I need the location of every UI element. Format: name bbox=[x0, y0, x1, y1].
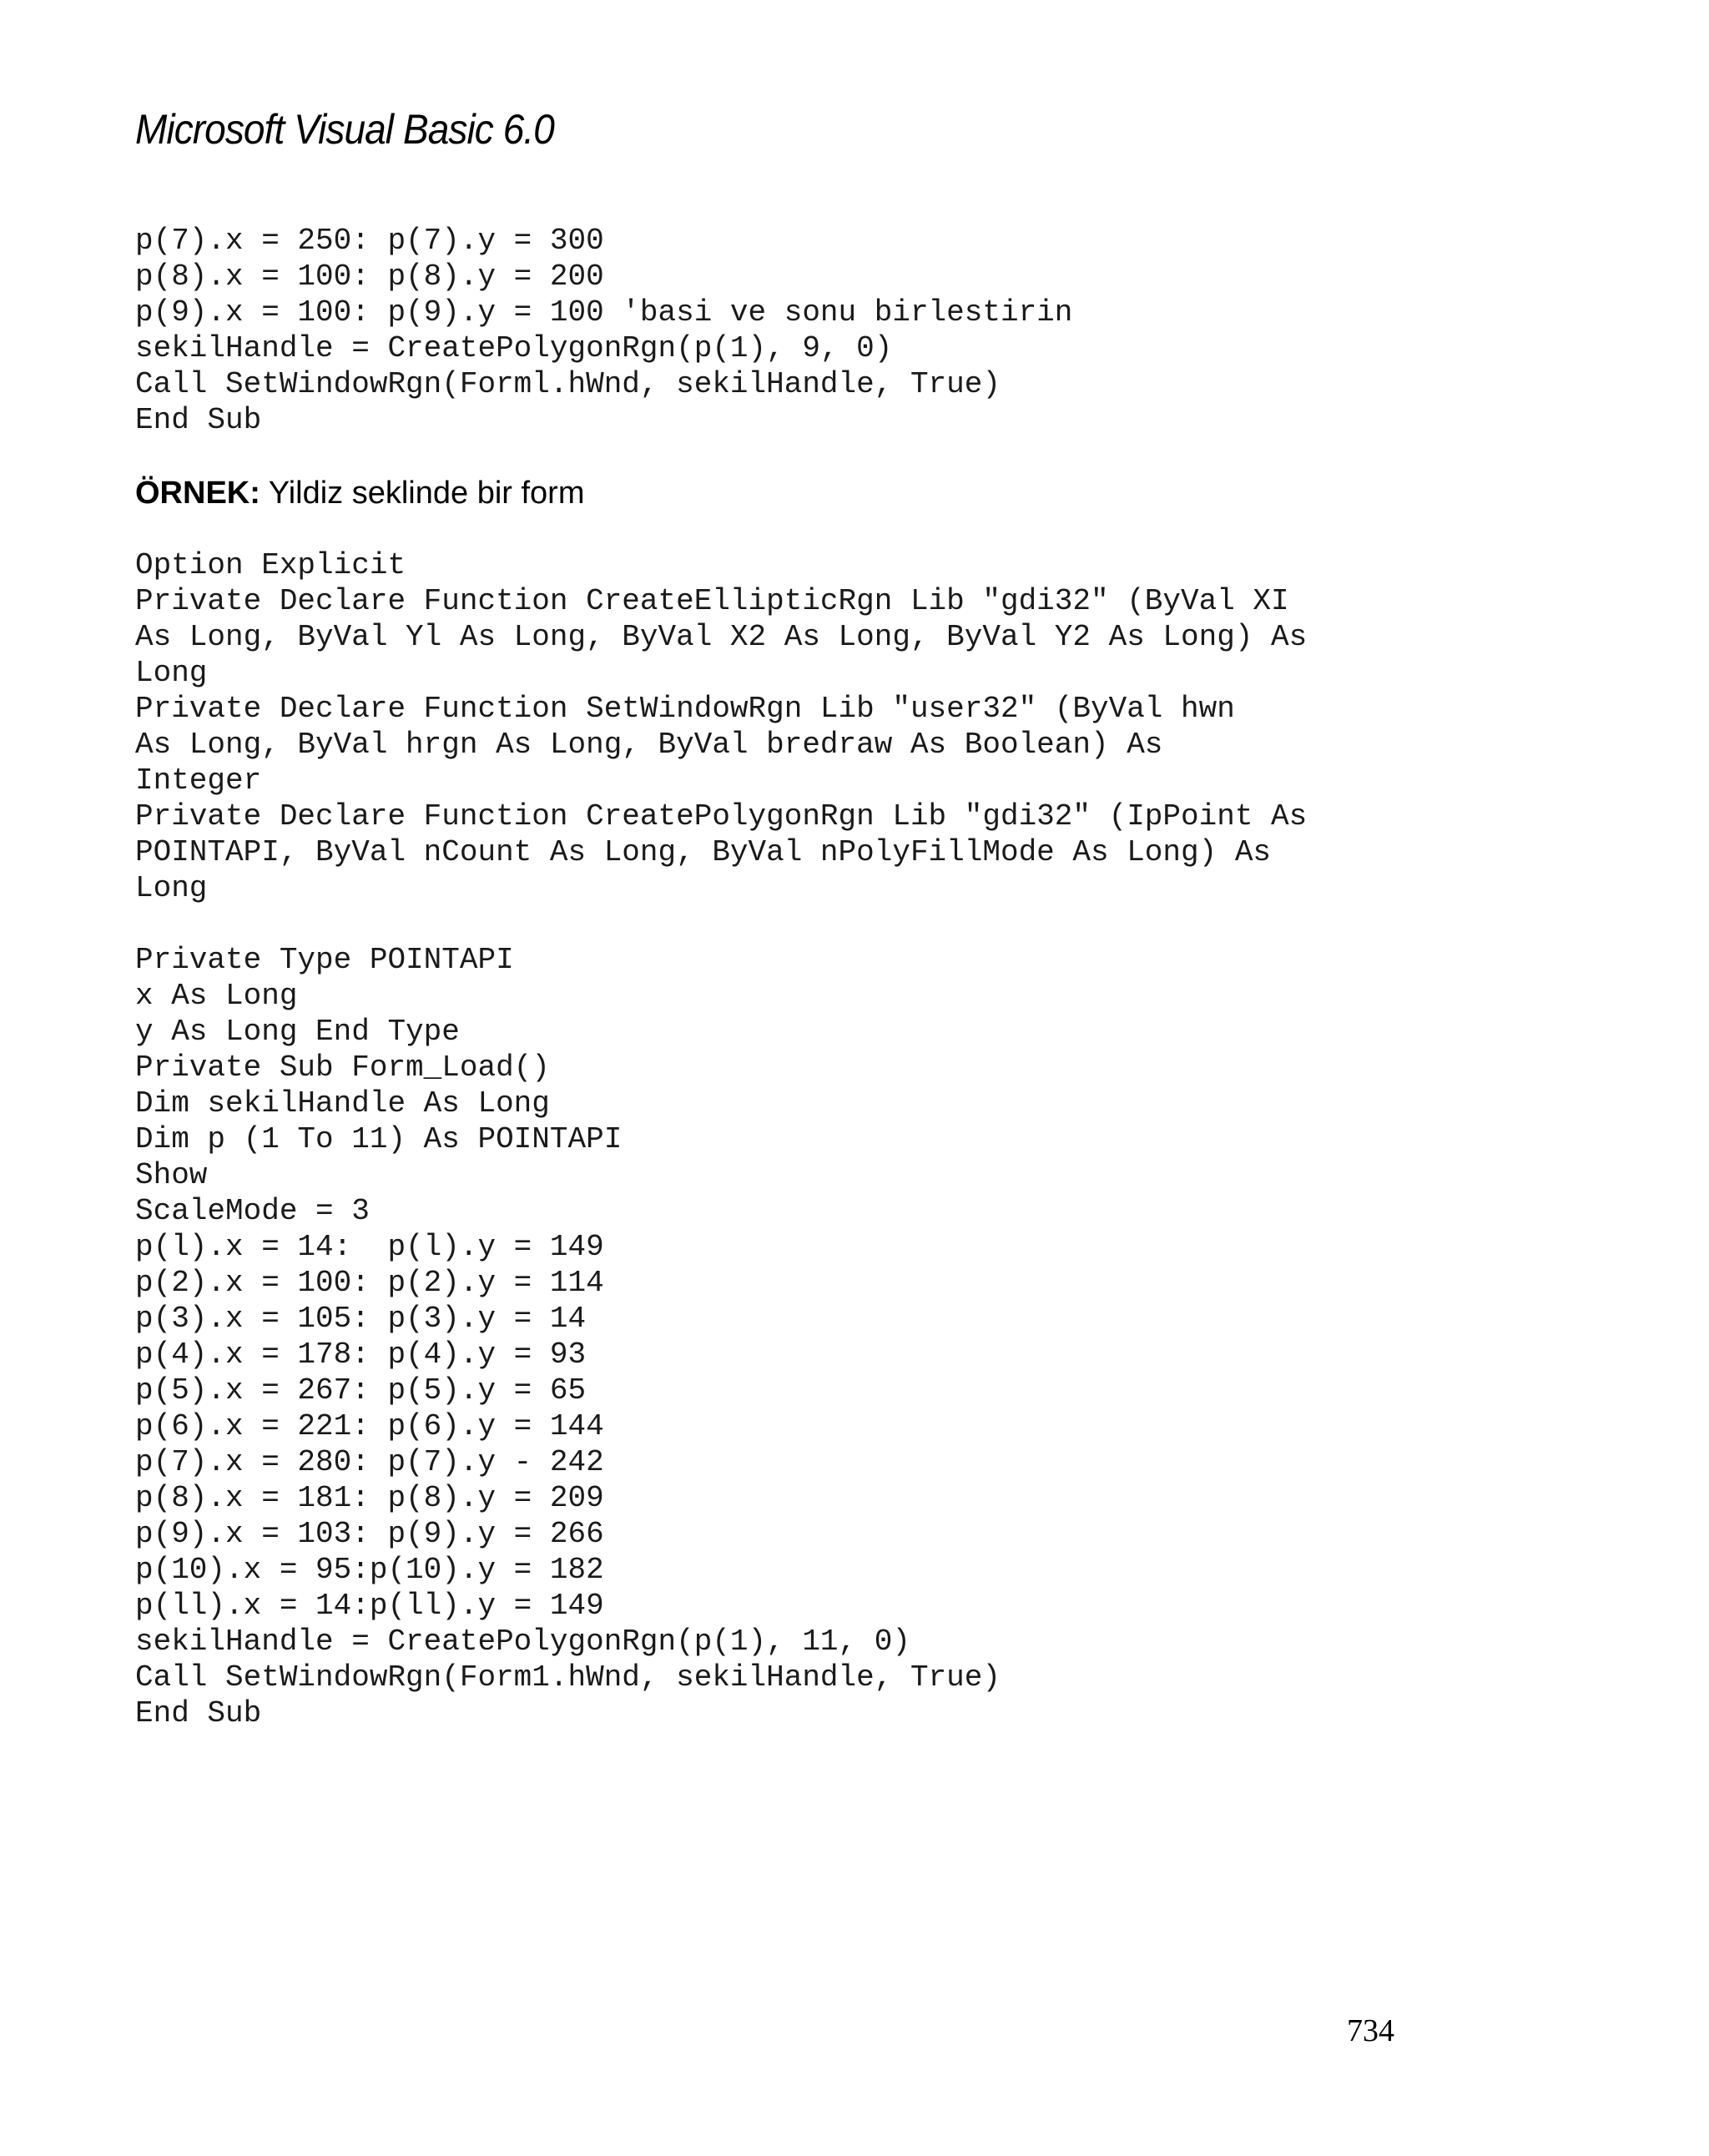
code-line: Long bbox=[135, 656, 208, 690]
code-line: POINTAPI, ByVal nCount As Long, ByVal nPolyFillMode As Long) As bbox=[135, 835, 1272, 869]
code-line: p(6).x = 221: p(6).y = 144 bbox=[135, 1409, 604, 1443]
code-line: End Sub bbox=[135, 1696, 262, 1730]
code-line: y As Long End Type bbox=[135, 1015, 460, 1049]
code-line-blank bbox=[135, 906, 1307, 942]
code-line: p(7).x = 280: p(7).y - 242 bbox=[135, 1445, 604, 1479]
code-line: p(10).x = 95:p(10).y = 182 bbox=[135, 1553, 604, 1587]
code-line: sekilHandle = CreatePolygonRgn(p(1), 9, 0) bbox=[135, 331, 893, 365]
code-line: p(9).x = 100: p(9).y = 100 'basi ve sonu birlestirin bbox=[135, 295, 1073, 330]
code-line: p(9).x = 103: p(9).y = 266 bbox=[135, 1517, 604, 1551]
code-line: Private Type POINTAPI bbox=[135, 943, 514, 977]
code-line: Dim p (1 To 11) As POINTAPI bbox=[135, 1122, 623, 1156]
code-line: ScaleMode = 3 bbox=[135, 1194, 370, 1228]
code-line: Private Declare Function CreatePolygonRgn Lib "gdi32" (IpPoint As bbox=[135, 799, 1308, 834]
code-line: x As Long bbox=[135, 979, 298, 1013]
code-line: Dim sekilHandle As Long bbox=[135, 1086, 550, 1121]
code-line: p(8).x = 100: p(8).y = 200 bbox=[135, 259, 604, 294]
example-heading bbox=[135, 476, 584, 511]
code-line: p(3).x = 105: p(3).y = 14 bbox=[135, 1302, 587, 1336]
code-line: Integer bbox=[135, 763, 262, 798]
code-block-star-form bbox=[135, 547, 1307, 1731]
code-line: Private Declare Function SetWindowRgn Lib "user32" (ByVal hwn bbox=[135, 692, 1235, 726]
code-line: p(ll).x = 14:p(ll).y = 149 bbox=[135, 1589, 604, 1623]
example-title: Yildiz seklinde bir form bbox=[260, 476, 585, 511]
code-line: End Sub bbox=[135, 403, 262, 437]
code-line: sekilHandle = CreatePolygonRgn(p(1), 11, 0) bbox=[135, 1625, 910, 1659]
code-line: p(7).x = 250: p(7).y = 300 bbox=[135, 224, 604, 258]
code-line: p(4).x = 178: p(4).y = 93 bbox=[135, 1337, 587, 1372]
code-line: Private Sub Form_Load() bbox=[135, 1050, 550, 1085]
code-line: Private Declare Function CreateEllipticRgn Lib "gdi32" (ByVal XI bbox=[135, 584, 1289, 618]
code-line: Call SetWindowRgn(Form1.hWnd, sekilHandle, True) bbox=[135, 1660, 1001, 1695]
code-line: p(l).x = 14: p(l).y = 149 bbox=[135, 1230, 604, 1264]
code-line: Show bbox=[135, 1158, 208, 1192]
page-number: 734 bbox=[1347, 2013, 1394, 2048]
code-block-continued bbox=[135, 223, 1072, 438]
code-line: As Long, ByVal hrgn As Long, ByVal bredraw As Boolean) As bbox=[135, 728, 1163, 762]
code-line: p(8).x = 181: p(8).y = 209 bbox=[135, 1481, 604, 1515]
code-line: p(5).x = 267: p(5).y = 65 bbox=[135, 1373, 587, 1408]
example-label: ÖRNEK: bbox=[135, 476, 260, 511]
code-line: p(2).x = 100: p(2).y = 114 bbox=[135, 1266, 604, 1300]
running-header: Microsoft Visual Basic 6.0 bbox=[135, 106, 554, 153]
code-line: Call SetWindowRgn(Forml.hWnd, sekilHandle, True) bbox=[135, 367, 1001, 401]
code-line: Long bbox=[135, 871, 208, 905]
code-line: As Long, ByVal Yl As Long, ByVal X2 As Long, ByVal Y2 As Long) As bbox=[135, 620, 1308, 654]
code-line: Option Explicit bbox=[135, 548, 406, 582]
